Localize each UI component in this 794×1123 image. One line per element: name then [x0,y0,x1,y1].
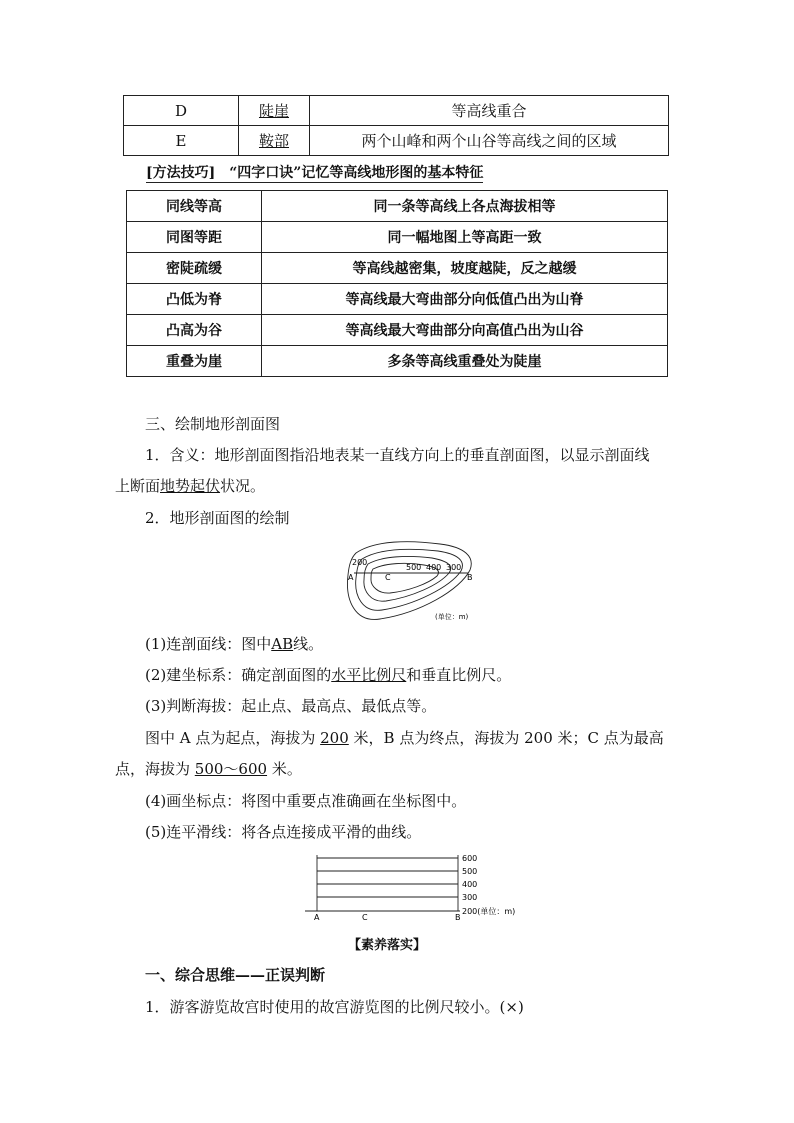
table-cell: 同图等距 [127,222,262,253]
y-tick-label: 200(单位：m) [462,907,516,916]
step: (2)建坐标系：确定剖面图的水平比例尺和垂直比例尺。 [145,666,512,684]
contour-label: 200 [352,558,368,567]
y-tick-label: 300 [462,893,478,902]
step: (3)判断海拔：起止点、最高点、最低点等。 [145,697,437,715]
table-row [127,284,668,315]
paragraph: 上断面地势起伏状况。 [115,477,266,495]
table-cell: 凸高为谷 [127,315,262,346]
question: 1．游客游览故宫时使用的故宫游览图的比例尺较小。(×) [145,998,524,1016]
unit-label: (单位：m) [435,613,469,621]
profile-grid [300,850,530,925]
table-cell: 重叠为崖 [127,346,262,377]
paragraph: 点，海拔为 500～600 米。 [115,760,302,778]
table-cell: 多条等高线重叠处为陡崖 [262,346,668,377]
point-label: A [348,573,354,582]
table-row [127,222,668,253]
table-cell: 鞍部 [239,126,310,156]
contour-label: 300 [446,563,462,572]
section-heading: 一、综合思维——正误判断 [145,966,326,984]
table-cell: 两个山峰和两个山谷等高线之间的区域 [310,126,669,156]
table-row [124,96,669,126]
table-cell: 密陡疏缓 [127,253,262,284]
section-heading: 三、绘制地形剖面图 [145,415,281,433]
table-cell: D [124,96,239,126]
mnemonic-table [126,190,668,377]
y-tick-label: 400 [462,880,478,889]
table-cell: 同线等高 [127,191,262,222]
table-cell: 等高线最大弯曲部分向高值凸出为山谷 [262,315,668,346]
contour-map [340,535,480,625]
paragraph: 图中 A 点为起点，海拔为 200 米，B 点为终点，海拔为 200 米；C 点为最高 [145,729,664,747]
table-cell: 同一条等高线上各点海拔相等 [262,191,668,222]
table-cell: 等高线最大弯曲部分向低值凸出为山脊 [262,284,668,315]
paragraph: 1．含义：地形剖面图指沿地表某一直线方向上的垂直剖面图，以显示剖面线 [145,446,650,464]
x-tick-label: B [455,913,461,922]
x-tick-label: A [314,913,320,922]
table-cell: E [124,126,239,156]
table-row [127,191,668,222]
table-cell: 陡崖 [239,96,310,126]
contour-label: 500 [406,563,422,572]
step: (5)连平滑线：将各点连接成平滑的曲线。 [145,823,422,841]
table-row [124,126,669,156]
table-cell: 凸低为脊 [127,284,262,315]
table-row [127,315,668,346]
landform-table [123,95,669,156]
point-label: C [385,573,391,582]
step: (1)连剖面线：图中AB线。 [145,635,324,653]
y-tick-label: 600 [462,854,478,863]
table-row [127,346,668,377]
subheading: 2．地形剖面图的绘制 [145,509,290,527]
table-cell: 同一幅地图上等高距一致 [262,222,668,253]
point-label: B [467,573,473,582]
table-row [127,253,668,284]
section-badge: 【素养落实】 [348,938,427,953]
method-title: [方法技巧] “四字口诀”记忆等高线地形图的基本特征 [146,162,483,183]
x-tick-label: C [362,913,368,922]
contour-label: 400 [426,563,442,572]
y-tick-label: 500 [462,867,478,876]
table-cell: 等高线重合 [310,96,669,126]
step: (4)画坐标点：将图中重要点准确画在坐标图中。 [145,792,467,810]
table-cell: 等高线越密集，坡度越陡，反之越缓 [262,253,668,284]
